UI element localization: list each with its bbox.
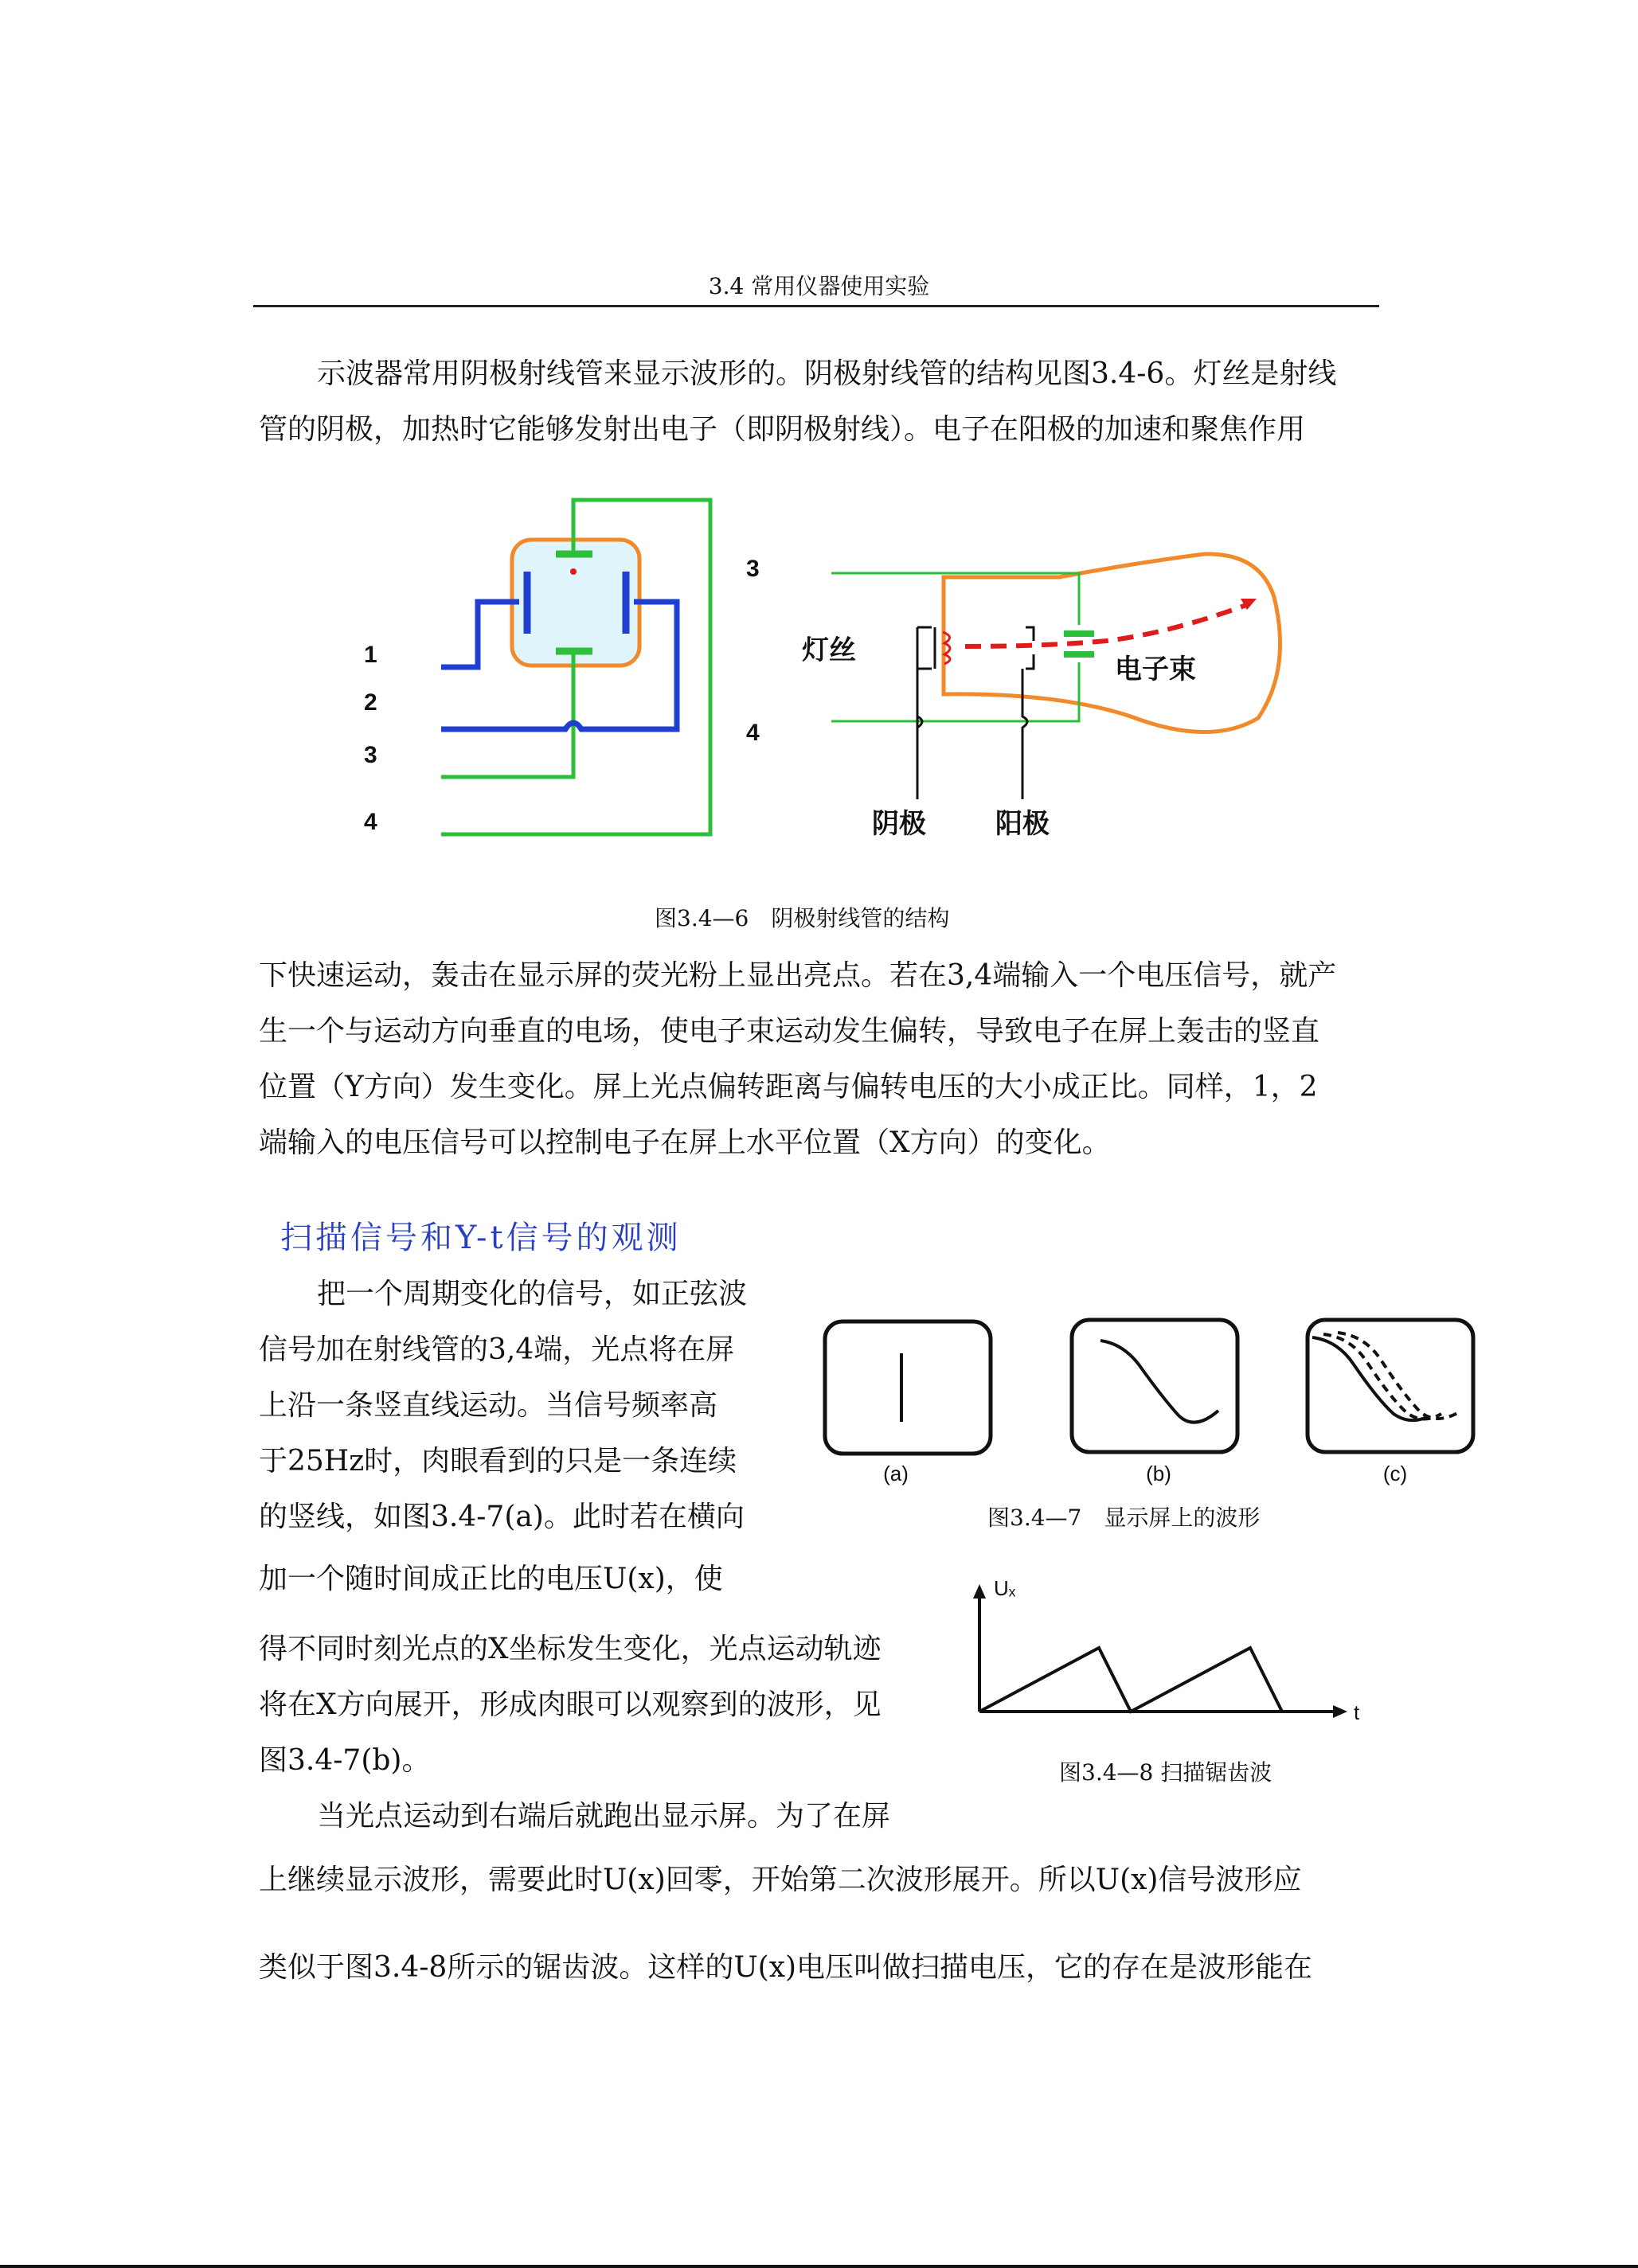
panel-b-label: (b) xyxy=(1146,1462,1171,1485)
closing-line-2: 类似于图3.4-8所示的锯齿波。这样的U(x)电压叫做扫描电压，它的存在是波形能在 xyxy=(259,1951,1313,1984)
para2-line-1: 把一个周期变化的信号，如正弦波 xyxy=(317,1278,748,1310)
running-header: 3.4 常用仪器使用实验 xyxy=(708,273,930,299)
body-line-1: 下快速运动，轰击在显示屏的荧光粉上显出亮点。若在3,4端输入一个电压信号，就产 xyxy=(259,959,1337,992)
deflection-housing xyxy=(512,540,639,666)
para2-line-4: 于25Hz时，肉眼看到的只是一条连续 xyxy=(259,1445,737,1478)
terminal-2-label: 2 xyxy=(364,689,377,716)
intro-line-2: 管的阴极，加热时它能够发射出电子（即阴极射线）。电子在阳极的加速和聚焦作用 xyxy=(259,413,1306,446)
wire-1 xyxy=(441,602,519,667)
section-heading: 扫描信号和Y-t信号的观测 xyxy=(280,1220,682,1256)
para2-line-7: 得不同时刻光点的X坐标发生变化，光点运动轨迹 xyxy=(259,1633,882,1665)
cathode-label: 阴极 xyxy=(872,809,926,839)
intro-line-1: 示波器常用阴极射线管来显示波形的。阴极射线管的结构见图3.4-6。灯丝是射线 xyxy=(317,357,1337,390)
para2-line-6: 加一个随时间成正比的电压U(x)，使 xyxy=(259,1563,723,1595)
para2-line-5: 的竖线，如图3.4-7(a)。此时若在横向 xyxy=(259,1501,745,1533)
header-rule xyxy=(253,305,1379,307)
body-line-4: 端输入的电压信号可以控制电子在屏上水平位置（X方向）的变化。 xyxy=(259,1126,1111,1159)
crt-envelope xyxy=(944,554,1280,732)
para2-line-10: 当光点运动到右端后就跑出显示屏。为了在屏 xyxy=(317,1800,891,1833)
anode-label: 阳极 xyxy=(995,809,1050,839)
para2-line-8: 将在X方向展开，形成肉眼可以观察到的波形，见 xyxy=(259,1688,882,1721)
sawtooth-wave xyxy=(979,1648,1282,1712)
figure-crt-structure xyxy=(342,478,1298,860)
wire-3-left xyxy=(441,651,573,777)
crt-terminal-4-label: 4 xyxy=(746,720,760,746)
screen-panel-c xyxy=(1308,1320,1473,1452)
para2-line-3: 上沿一条竖直线运动。当信号频率高 xyxy=(259,1389,718,1422)
figure-sawtooth xyxy=(956,1576,1401,1720)
wire-4-right xyxy=(831,662,1079,721)
panel-c-label: (c) xyxy=(1382,1462,1408,1485)
figure6-caption: 图3.4—6 阴极射线管的结构 xyxy=(655,905,950,931)
figure-screen-waveforms xyxy=(812,1306,1497,1497)
panel-a-label: (a) xyxy=(883,1462,909,1485)
para2-line-9: 图3.4-7(b)。 xyxy=(259,1744,431,1777)
body-line-2: 生一个与运动方向垂直的电场，使电子束运动发生偏转，导致电子在屏上轰击的竖直 xyxy=(259,1015,1320,1048)
para2-line-2: 信号加在射线管的3,4端，光点将在屏 xyxy=(259,1333,735,1366)
filament-label: 灯丝 xyxy=(802,635,856,666)
terminal-3-label: 3 xyxy=(364,742,377,768)
page-bottom-edge xyxy=(0,2265,1638,2268)
wire-3-right xyxy=(831,573,1079,625)
beam-dot xyxy=(570,568,577,575)
electron-beam xyxy=(965,605,1246,646)
body-line-3: 位置（Y方向）发生变化。屏上光点偏转距离与偏转电压的大小成正比。同样，1，2 xyxy=(259,1071,1318,1103)
electron-beam-label: 电子束 xyxy=(1115,654,1196,685)
anode-lead xyxy=(1022,669,1027,799)
crt-terminal-3-label: 3 xyxy=(746,556,760,582)
terminal-1-label: 1 xyxy=(364,642,377,668)
screen-panel-a xyxy=(825,1321,991,1454)
closing-line-1: 上继续显示波形，需要此时U(x)回零，开始第二次波形展开。所以U(x)信号波形应 xyxy=(259,1864,1302,1896)
anode xyxy=(1026,627,1034,669)
figure7-caption: 图3.4—7 显示屏上的波形 xyxy=(987,1505,1261,1531)
terminal-4-label: 4 xyxy=(364,809,377,835)
y-axis-label: Uₓ xyxy=(994,1576,1016,1600)
x-axis-label: t xyxy=(1354,1700,1360,1720)
figure8-caption: 图3.4—8 扫描锯齿波 xyxy=(1059,1759,1272,1786)
